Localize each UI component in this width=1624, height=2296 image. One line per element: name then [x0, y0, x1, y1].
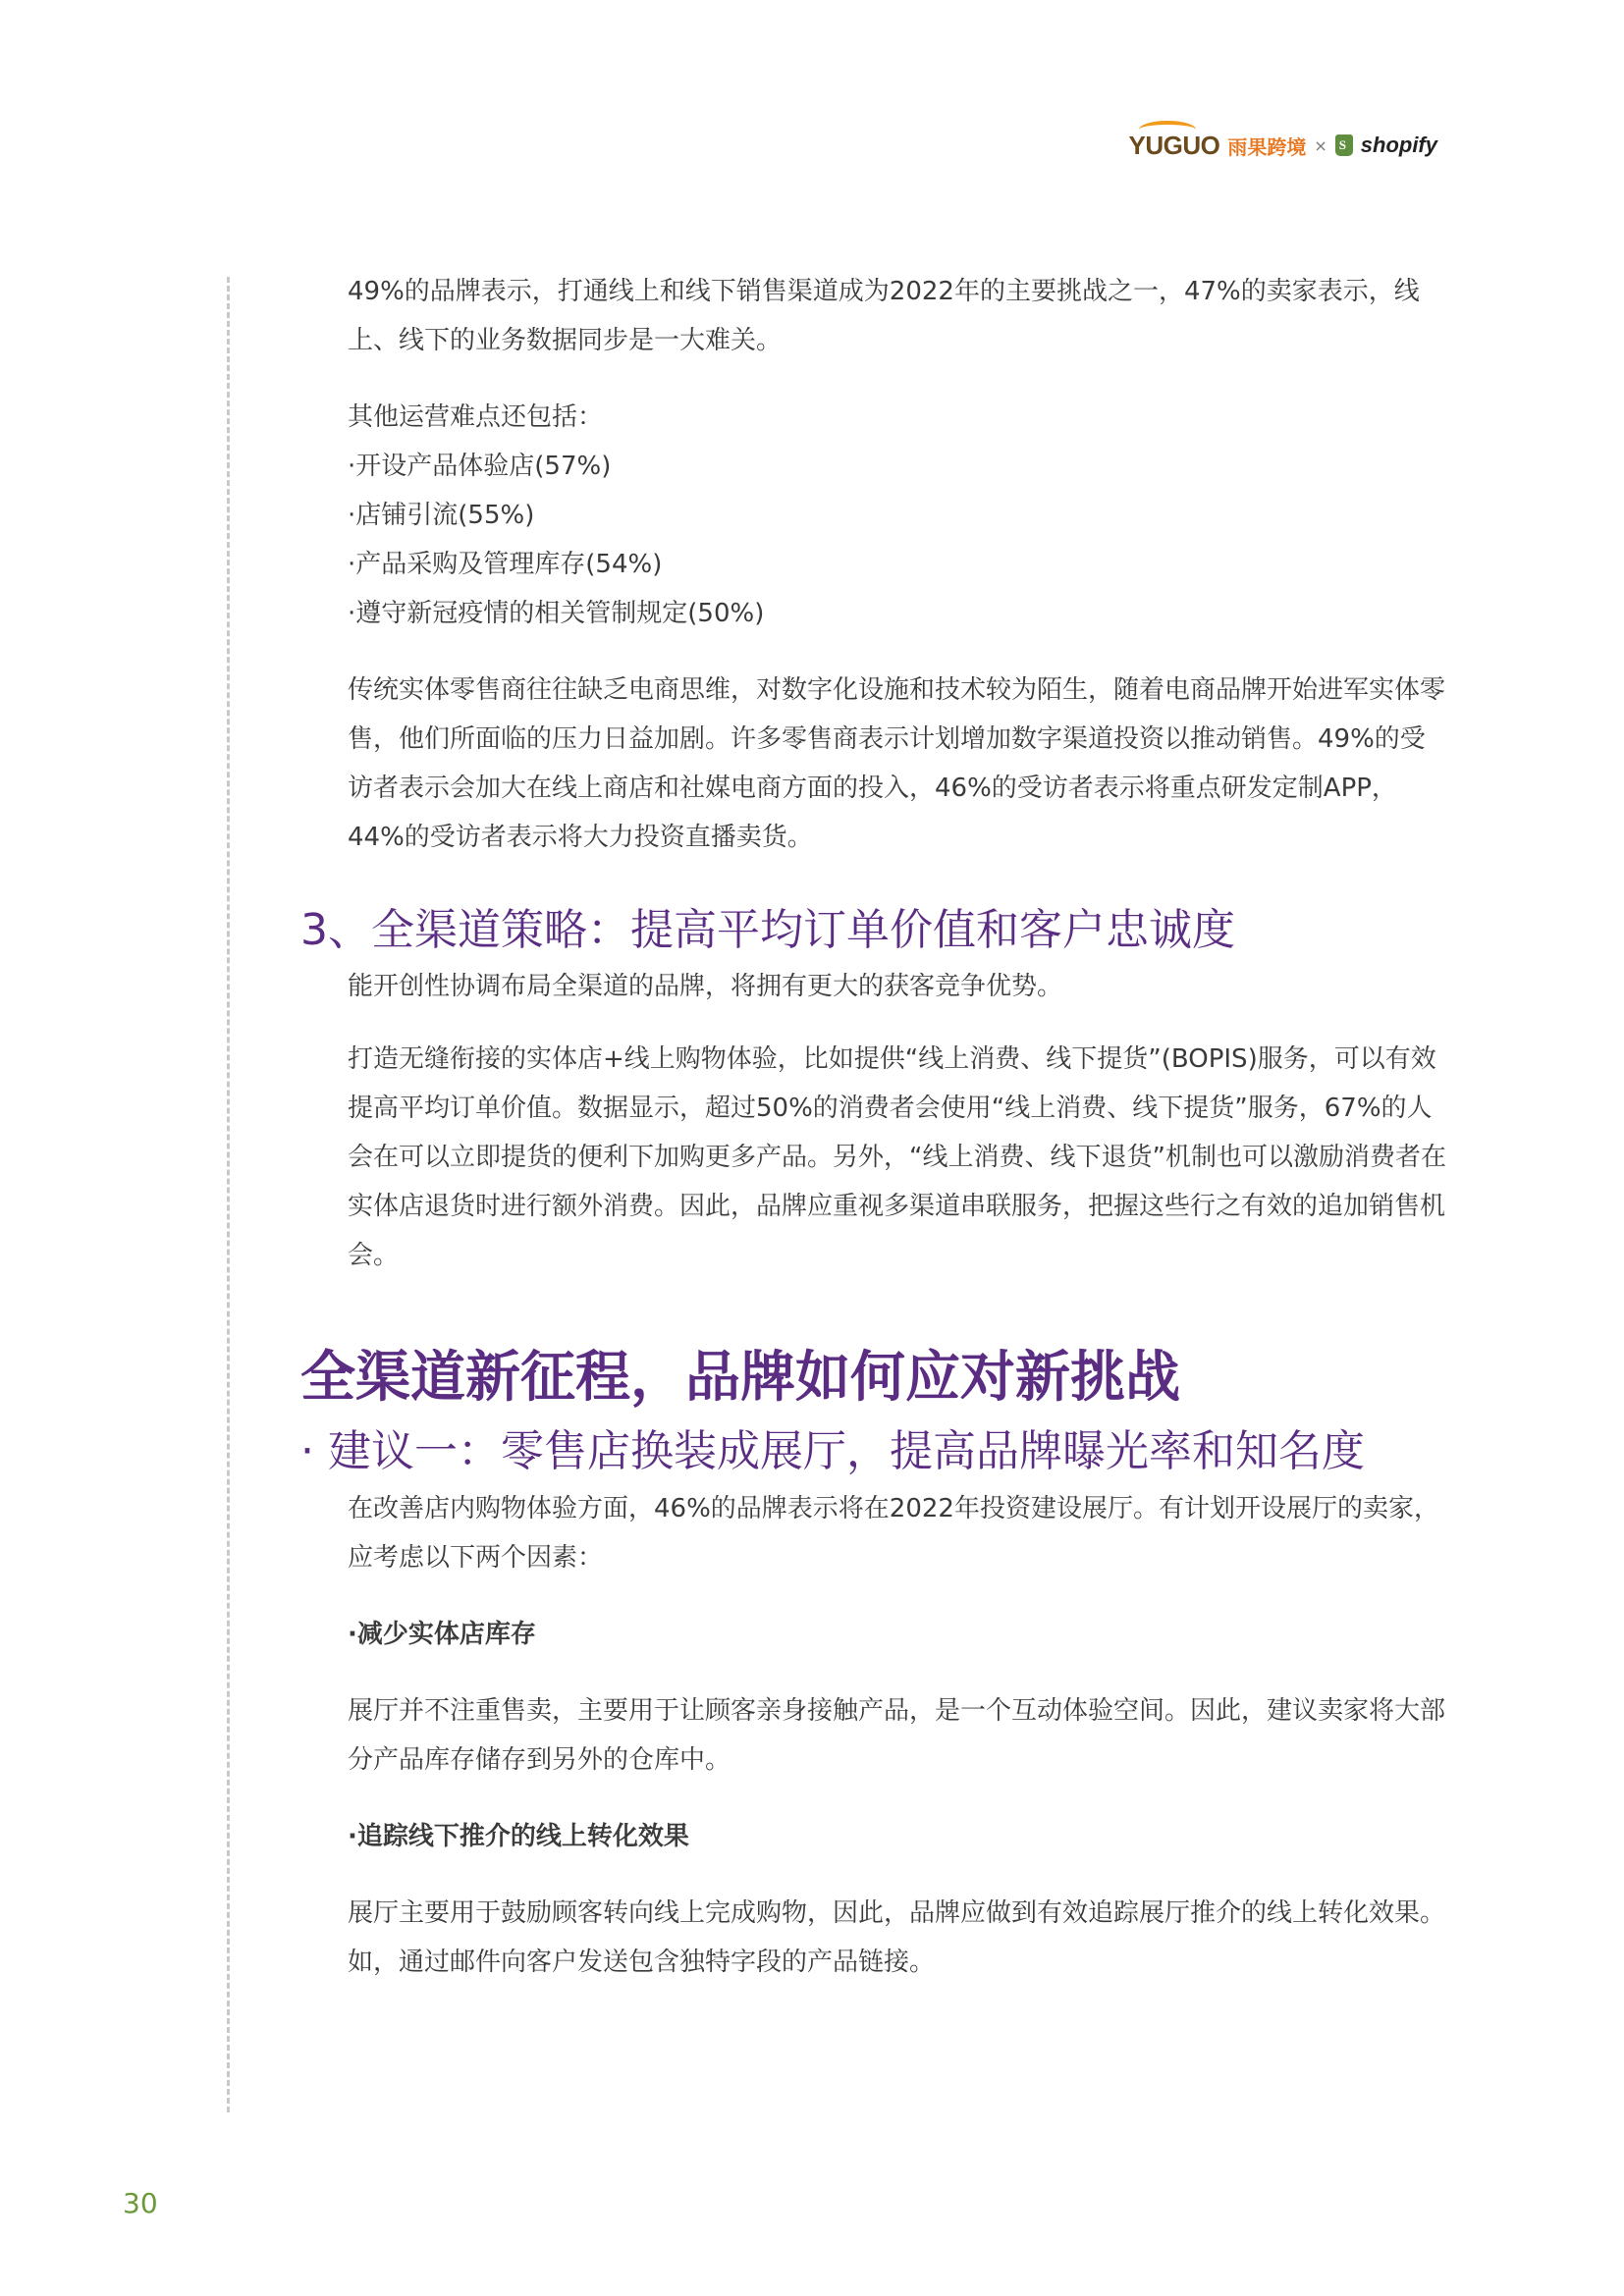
paragraph-1: 49%的品牌表示，打通线上和线下销售渠道成为2022年的主要挑战之一，47%的卖家表示，线上、线下的业务数据同步是一大难关。 [348, 277, 1420, 355]
bold-point-1: ·减少实体店库存 [348, 1620, 536, 1649]
page-number: 30 [123, 2187, 158, 2219]
list-item: ·产品采购及管理库存(54%) [348, 550, 663, 579]
logo-separator: × [1314, 135, 1327, 155]
paragraph-2-intro: 其他运营难点还包括： [348, 402, 604, 432]
paragraph-3: 传统实体零售商往往缺乏电商思维，对数字化设施和技术较为陌生，随着电商品牌开始进军实体零售，他们所面临的压力日益加剧。许多零售商表示计划增加数字渠道投资以推动销售。49%的受访者表示会加大在线上商店和社媒电商方面的投入，46%的受访者表示将重点研发定制APP，44%的受访者表示将大力投资直播卖货。 [348, 675, 1446, 852]
paragraph-7: 展厅并不注重售卖，主要用于让顾客亲身接触产品，是一个互动体验空间。因此，建议卖家将大部分产品库存储存到另外的仓库中。 [348, 1696, 1446, 1775]
list-item: ·店铺引流(55%) [348, 501, 535, 530]
shopify-logo: shopify [1360, 133, 1437, 157]
section-3-title: 3、全渠道策略：提高平均订单价值和客户忠诚度 [300, 905, 1235, 955]
margin-dashed-line [227, 277, 230, 2112]
list-item: ·遵守新冠疫情的相关管制规定(50%) [348, 599, 765, 628]
main-heading: 全渠道新征程，品牌如何应对新挑战 [300, 1346, 1180, 1410]
yuguo-cn-logo: 雨果跨境 [1227, 134, 1307, 159]
difficulty-list [348, 442, 1447, 638]
page-content [300, 267, 1447, 1987]
paragraph-5: 打造无缝衔接的实体店+线上购物体验，比如提供“线上消费、线下提货”(BOPIS)服务，可以有效提高平均订单价值。数据显示，超过50%的消费者会使用“线上消费、线下提货”服务，67%的人会在可以立即提货的便利下加购更多产品。另外，“线上消费、线下退货”机制也可以激励消费者在实体店退货时进行额外消费。因此，品牌应重视多渠道串联服务，把握这些行之有效的追加销售机会。 [348, 1044, 1446, 1270]
paragraph-4: 能开创性协调布局全渠道的品牌，将拥有更大的获客竞争优势。 [348, 972, 1063, 1001]
header-logo [1129, 126, 1437, 165]
yuguo-logo: YUGUO [1128, 130, 1220, 160]
sub-heading: · 建议一：零售店换装成展厅，提高品牌曝光率和知名度 [300, 1426, 1365, 1476]
paragraph-6: 在改善店内购物体验方面，46%的品牌表示将在2022年投资建设展厅。有计划开设展厅的卖家，应考虑以下两个因素： [348, 1494, 1439, 1573]
list-item: ·开设产品体验店(57%) [348, 452, 612, 481]
paragraph-8: 展厅主要用于鼓励顾客转向线上完成购物，因此，品牌应做到有效追踪展厅推介的线上转化效果。如，通过邮件向客户发送包含独特字段的产品链接。 [348, 1898, 1446, 1977]
bold-point-2: ·追踪线下推介的线上转化效果 [348, 1822, 689, 1851]
shopify-bag-icon [1335, 134, 1353, 156]
